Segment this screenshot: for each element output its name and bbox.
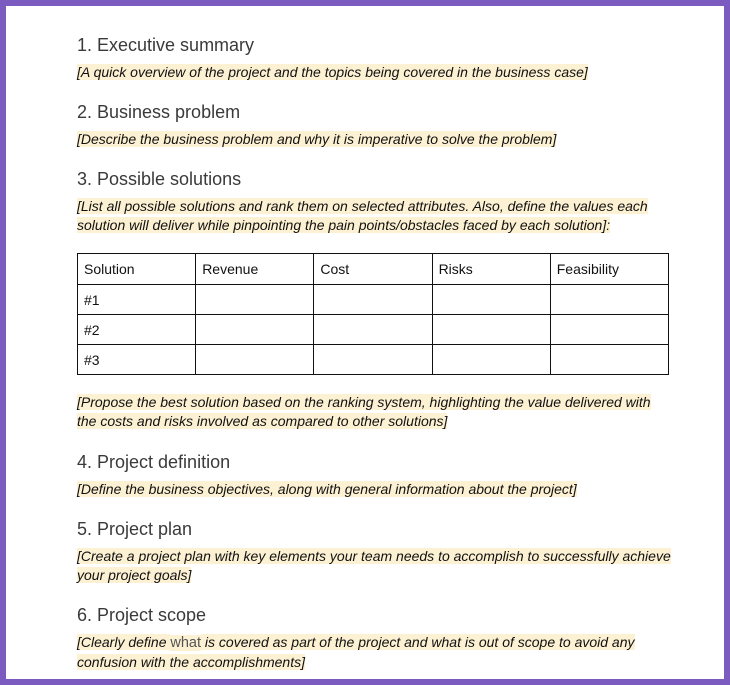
table-cell: [196, 285, 314, 315]
table-cell: [314, 285, 432, 315]
note-text-part2: is covered as part of the project and what is out of scope to avoid any: [201, 634, 635, 650]
note-text-line2: the costs and risks involved as compared to other solutions]: [77, 413, 448, 429]
note-text: [A quick overview of the project and the topics being covered in the business case]: [77, 64, 588, 80]
heading-project-definition: 4. Project definition: [77, 452, 231, 472]
solutions-table: [77, 253, 669, 375]
table-cell: [432, 285, 550, 315]
note-text-line1: [Propose the best solution based on the ranking system, highlighting the value delivered with: [77, 394, 651, 410]
note-text-what: what: [170, 635, 202, 651]
table-cell: [432, 315, 550, 345]
column-header-solution: Solution: [78, 254, 196, 285]
note-text-line2: solution will deliver while pinpointing the pain points/obstacles faced by each solution]:: [77, 217, 611, 233]
table-row: [78, 285, 669, 315]
column-header-feasibility: Feasibility: [550, 254, 668, 285]
note-executive-summary: [77, 63, 677, 82]
heading-executive-summary: 1. Executive summary: [77, 35, 255, 55]
table-cell: #2: [78, 315, 196, 345]
table-cell: [432, 345, 550, 375]
note-text-line2: your project goals]: [77, 567, 192, 583]
note-project-plan: [77, 547, 677, 585]
note-possible-solutions: [77, 197, 677, 235]
table-cell: [550, 285, 668, 315]
note-text-line2: confusion with the accomplishments]: [77, 654, 305, 670]
table-row: [78, 315, 669, 345]
column-header-risks: Risks: [432, 254, 550, 285]
note-text-line1: [Create a project plan with key elements your team needs to accomplish to successfully achieve: [77, 548, 671, 564]
table-cell: [550, 315, 668, 345]
table-cell: [314, 345, 432, 375]
table-cell: [196, 345, 314, 375]
table-cell: [550, 345, 668, 375]
note-project-scope: [77, 633, 677, 672]
note-text-part1: [Clearly define: [77, 634, 171, 650]
note-text: [Define the business objectives, along with general information about the project]: [77, 481, 577, 497]
table-row: [78, 345, 669, 375]
heading-project-scope: 6. Project scope: [77, 605, 207, 625]
table-cell: [314, 315, 432, 345]
column-header-cost: Cost: [314, 254, 432, 285]
heading-project-plan: 5. Project plan: [77, 519, 193, 539]
heading-possible-solutions: 3. Possible solutions: [77, 169, 242, 189]
table-cell: #3: [78, 345, 196, 375]
note-text: [Describe the business problem and why it is imperative to solve the problem]: [77, 131, 557, 147]
note-proposal: [77, 393, 677, 431]
table-cell: [196, 315, 314, 345]
note-project-definition: [77, 480, 677, 499]
note-business-problem: [77, 130, 677, 149]
heading-business-problem: 2. Business problem: [77, 102, 241, 122]
column-header-revenue: Revenue: [196, 254, 314, 285]
note-text-line1: [List all possible solutions and rank them on selected attributes. Also, define the values each: [77, 198, 648, 214]
table-header-row: [78, 254, 669, 285]
table-cell: #1: [78, 285, 196, 315]
